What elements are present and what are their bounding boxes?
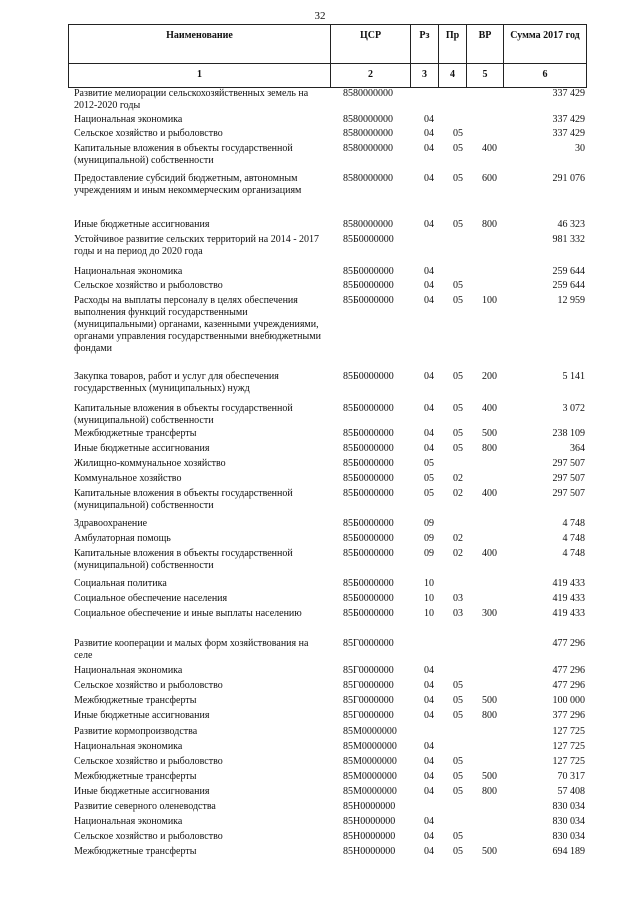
cell-name: Коммунальное хозяйство — [74, 473, 182, 484]
header-csr-number: 2 — [368, 69, 373, 80]
cell-sum: 830 034 — [552, 801, 585, 812]
cell-rz: 04 — [424, 173, 434, 184]
cell-name: Национальная экономика — [74, 114, 183, 125]
cell-csr: 85М0000000 — [343, 741, 397, 752]
cell-name: Национальная экономика — [74, 816, 183, 827]
cell-vr: 500 — [482, 771, 497, 782]
cell-csr: 85Б0000000 — [343, 295, 394, 306]
cell-csr: 85Б0000000 — [343, 533, 394, 544]
cell-vr: 800 — [482, 219, 497, 230]
cell-vr: 400 — [482, 143, 497, 154]
cell-csr: 85Б0000000 — [343, 266, 394, 277]
header-col-sum — [504, 25, 586, 87]
cell-name: Развитие северного оленеводства — [74, 801, 216, 812]
cell-sum: 70 317 — [557, 771, 585, 782]
cell-rz: 04 — [424, 756, 434, 767]
cell-pr: 05 — [453, 403, 463, 414]
cell-csr: 85Б0000000 — [343, 234, 394, 245]
cell-csr: 8580000000 — [343, 219, 393, 230]
cell-sum: 477 296 — [552, 680, 585, 691]
cell-csr: 85Н0000000 — [343, 816, 396, 827]
cell-sum: 297 507 — [552, 473, 585, 484]
cell-sum: 259 644 — [552, 280, 585, 291]
header-pr-number: 4 — [450, 69, 455, 80]
cell-rz: 04 — [424, 219, 434, 230]
cell-name: Национальная экономика — [74, 665, 183, 676]
cell-name: Национальная экономика — [74, 266, 183, 277]
header-sum-label: Сумма 2017 год — [510, 30, 580, 41]
cell-sum: 377 296 — [552, 710, 585, 721]
cell-csr: 85Г0000000 — [343, 680, 394, 691]
cell-rz: 04 — [424, 771, 434, 782]
cell-csr: 85Г0000000 — [343, 710, 394, 721]
cell-name: Закупка товаров, работ и услуг для обеспечения государственных (муниципальных) нужд — [74, 371, 279, 394]
cell-rz: 04 — [424, 741, 434, 752]
cell-sum: 291 076 — [552, 173, 585, 184]
cell-csr: 85Б0000000 — [343, 578, 394, 589]
cell-pr: 05 — [453, 786, 463, 797]
cell-rz: 04 — [424, 114, 434, 125]
cell-sum: 981 332 — [552, 234, 585, 245]
cell-sum: 4 748 — [562, 533, 585, 544]
cell-csr: 85Б0000000 — [343, 593, 394, 604]
cell-pr: 05 — [453, 428, 463, 439]
cell-vr: 600 — [482, 173, 497, 184]
cell-name: Капитальные вложения в объекты государственной (муниципальной) собственности — [74, 548, 293, 571]
cell-pr: 05 — [453, 846, 463, 857]
cell-csr: 85Б0000000 — [343, 280, 394, 291]
cell-name: Капитальные вложения в объекты государственной (муниципальной) собственности — [74, 143, 293, 166]
page-number: 32 — [314, 10, 326, 22]
cell-pr: 05 — [453, 280, 463, 291]
cell-name: Иные бюджетные ассигнования — [74, 443, 210, 454]
header-rz-label: Рз — [419, 30, 430, 41]
cell-pr: 05 — [453, 756, 463, 767]
cell-name: Межбюджетные трансферты — [74, 846, 197, 857]
cell-sum: 419 433 — [552, 608, 585, 619]
cell-sum: 830 034 — [552, 816, 585, 827]
cell-rz: 04 — [424, 831, 434, 842]
cell-csr: 85Б0000000 — [343, 403, 394, 414]
cell-csr: 85М0000000 — [343, 726, 397, 737]
cell-vr: 400 — [482, 488, 497, 499]
header-pr-label: Пр — [445, 30, 460, 41]
cell-csr: 85Б0000000 — [343, 458, 394, 469]
cell-sum: 477 296 — [552, 638, 585, 649]
cell-sum: 46 323 — [557, 219, 585, 230]
cell-pr: 02 — [453, 548, 463, 559]
cell-rz: 04 — [424, 128, 434, 139]
cell-name: Развитие мелиорации сельскохозяйственных земель на 2012-2020 годы — [74, 88, 309, 111]
cell-pr: 05 — [453, 143, 463, 154]
cell-csr: 85Б0000000 — [343, 371, 394, 382]
cell-csr: 85Н0000000 — [343, 831, 396, 842]
cell-vr: 400 — [482, 548, 497, 559]
cell-csr: 85М0000000 — [343, 786, 397, 797]
cell-sum: 419 433 — [552, 593, 585, 604]
cell-rz: 10 — [424, 608, 434, 619]
cell-sum: 337 429 — [552, 88, 585, 99]
header-vr-label: ВР — [478, 30, 492, 41]
cell-rz: 04 — [424, 295, 434, 306]
cell-rz: 04 — [424, 816, 434, 827]
cell-sum: 5 141 — [562, 371, 585, 382]
header-name-label: Наименование — [166, 30, 233, 41]
cell-csr: 8580000000 — [343, 88, 393, 99]
cell-pr: 05 — [453, 771, 463, 782]
cell-pr: 05 — [453, 173, 463, 184]
cell-rz: 09 — [424, 533, 434, 544]
header-sum-number: 6 — [542, 69, 548, 80]
cell-name: Предоставление субсидий бюджетным, автономным учреждениям и иным некоммерческим организациям — [74, 173, 302, 196]
table-header — [68, 24, 587, 88]
cell-csr: 85Г0000000 — [343, 665, 394, 676]
cell-name: Капитальные вложения в объекты государственной (муниципальной) собственности — [74, 403, 293, 426]
cell-csr: 8580000000 — [343, 114, 393, 125]
cell-name: Социальное обеспечение и иные выплаты населению — [74, 608, 302, 619]
cell-rz: 04 — [424, 710, 434, 721]
cell-rz: 05 — [424, 488, 434, 499]
header-col-vr — [467, 25, 504, 87]
cell-csr: 8580000000 — [343, 173, 393, 184]
cell-rz: 04 — [424, 846, 434, 857]
cell-vr: 800 — [482, 710, 497, 721]
cell-sum: 477 296 — [552, 665, 585, 676]
cell-sum: 127 725 — [552, 726, 585, 737]
cell-name: Капитальные вложения в объекты государственной (муниципальной) собственности — [74, 488, 293, 511]
cell-vr: 200 — [482, 371, 497, 382]
cell-sum: 259 644 — [552, 266, 585, 277]
cell-name: Жилищно-коммунальное хозяйство — [74, 458, 226, 469]
cell-sum: 4 748 — [562, 518, 585, 529]
cell-sum: 4 748 — [562, 548, 585, 559]
cell-vr: 300 — [482, 608, 497, 619]
cell-pr: 05 — [453, 371, 463, 382]
cell-csr: 85Б0000000 — [343, 608, 394, 619]
cell-pr: 05 — [453, 443, 463, 454]
cell-rz: 04 — [424, 695, 434, 706]
cell-sum: 830 034 — [552, 831, 585, 842]
cell-rz: 04 — [424, 266, 434, 277]
cell-rz: 04 — [424, 143, 434, 154]
cell-sum: 364 — [570, 443, 585, 454]
cell-csr: 85Н0000000 — [343, 801, 396, 812]
cell-name: Расходы на выплаты персоналу в целях обеспечения выполнения функций государственными (муниципальными) органами, казенными учреждениями, органами управления государственными внебюджетными фондами — [74, 295, 321, 354]
header-col-pr — [439, 25, 467, 87]
cell-pr: 02 — [453, 533, 463, 544]
cell-name: Социальная политика — [74, 578, 167, 589]
cell-csr: 85Г0000000 — [343, 695, 394, 706]
cell-csr: 85Б0000000 — [343, 473, 394, 484]
header-col-csr — [331, 25, 411, 87]
cell-csr: 8580000000 — [343, 128, 393, 139]
cell-sum: 57 408 — [557, 786, 585, 797]
cell-rz: 04 — [424, 371, 434, 382]
cell-pr: 05 — [453, 831, 463, 842]
header-col-rz — [411, 25, 439, 87]
cell-csr: 85Б0000000 — [343, 443, 394, 454]
cell-name: Амбулаторная помощь — [74, 533, 171, 544]
cell-rz: 09 — [424, 548, 434, 559]
cell-csr: 85Б0000000 — [343, 518, 394, 529]
cell-sum: 337 429 — [552, 128, 585, 139]
cell-name: Развитие кооперации и малых форм хозяйствования на селе — [74, 638, 309, 661]
cell-rz: 10 — [424, 593, 434, 604]
cell-name: Социальное обеспечение населения — [74, 593, 228, 604]
cell-name: Межбюджетные трансферты — [74, 771, 197, 782]
cell-sum: 238 109 — [552, 428, 585, 439]
cell-vr: 500 — [482, 695, 497, 706]
cell-pr: 03 — [453, 593, 463, 604]
cell-sum: 3 072 — [562, 403, 585, 414]
cell-vr: 500 — [482, 428, 497, 439]
cell-pr: 05 — [453, 295, 463, 306]
cell-csr: 85Н0000000 — [343, 846, 396, 857]
header-vr-number: 5 — [482, 69, 488, 80]
cell-csr: 85М0000000 — [343, 771, 397, 782]
cell-name: Здравоохранение — [74, 518, 148, 529]
cell-pr: 02 — [453, 473, 463, 484]
cell-pr: 03 — [453, 608, 463, 619]
cell-csr: 85Г0000000 — [343, 638, 394, 649]
cell-sum: 127 725 — [552, 741, 585, 752]
cell-rz: 04 — [424, 443, 434, 454]
cell-csr: 85Б0000000 — [343, 548, 394, 559]
cell-pr: 05 — [453, 680, 463, 691]
cell-csr: 85Б0000000 — [343, 428, 394, 439]
cell-name: Иные бюджетные ассигнования — [74, 710, 210, 721]
cell-name: Сельское хозяйство и рыболовство — [74, 756, 223, 767]
cell-name: Иные бюджетные ассигнования — [74, 219, 210, 230]
cell-rz: 05 — [424, 473, 434, 484]
cell-csr: 85Б0000000 — [343, 488, 394, 499]
cell-vr: 800 — [482, 443, 497, 454]
cell-pr: 05 — [453, 695, 463, 706]
cell-name: Сельское хозяйство и рыболовство — [74, 280, 223, 291]
cell-name: Развитие кормопроизводства — [74, 726, 198, 737]
cell-sum: 419 433 — [552, 578, 585, 589]
cell-name: Иные бюджетные ассигнования — [74, 786, 210, 797]
cell-name: Сельское хозяйство и рыболовство — [74, 831, 223, 842]
cell-rz: 10 — [424, 578, 434, 589]
cell-rz: 04 — [424, 403, 434, 414]
cell-rz: 04 — [424, 680, 434, 691]
header-rz-number: 3 — [422, 69, 427, 80]
header-name-number: 1 — [197, 69, 202, 80]
cell-sum: 127 725 — [552, 756, 585, 767]
cell-name: Сельское хозяйство и рыболовство — [74, 128, 223, 139]
cell-vr: 400 — [482, 403, 497, 414]
cell-rz: 05 — [424, 458, 434, 469]
cell-sum: 694 189 — [552, 846, 585, 857]
cell-sum: 100 000 — [552, 695, 585, 706]
cell-name: Сельское хозяйство и рыболовство — [74, 680, 223, 691]
cell-name: Устойчивое развитие сельских территорий на 2014 - 2017 годы и на период до 2020 года — [74, 234, 320, 257]
header-col-name — [69, 25, 331, 87]
header-csr-label: ЦСР — [359, 30, 382, 41]
cell-vr: 100 — [482, 295, 497, 306]
cell-name: Национальная экономика — [74, 741, 183, 752]
cell-sum: 297 507 — [552, 458, 585, 469]
cell-name: Межбюджетные трансферты — [74, 695, 197, 706]
cell-rz: 04 — [424, 665, 434, 676]
cell-sum: 30 — [575, 143, 585, 154]
cell-sum: 337 429 — [552, 114, 585, 125]
cell-rz: 04 — [424, 280, 434, 291]
cell-pr: 05 — [453, 710, 463, 721]
cell-rz: 09 — [424, 518, 434, 529]
cell-pr: 05 — [453, 219, 463, 230]
cell-vr: 800 — [482, 786, 497, 797]
cell-pr: 02 — [453, 488, 463, 499]
cell-name: Межбюджетные трансферты — [74, 428, 197, 439]
cell-vr: 500 — [482, 846, 497, 857]
cell-rz: 04 — [424, 428, 434, 439]
cell-rz: 04 — [424, 786, 434, 797]
cell-sum: 12 959 — [557, 295, 585, 306]
cell-sum: 297 507 — [552, 488, 585, 499]
cell-csr: 85М0000000 — [343, 756, 397, 767]
cell-pr: 05 — [453, 128, 463, 139]
cell-csr: 8580000000 — [343, 143, 393, 154]
